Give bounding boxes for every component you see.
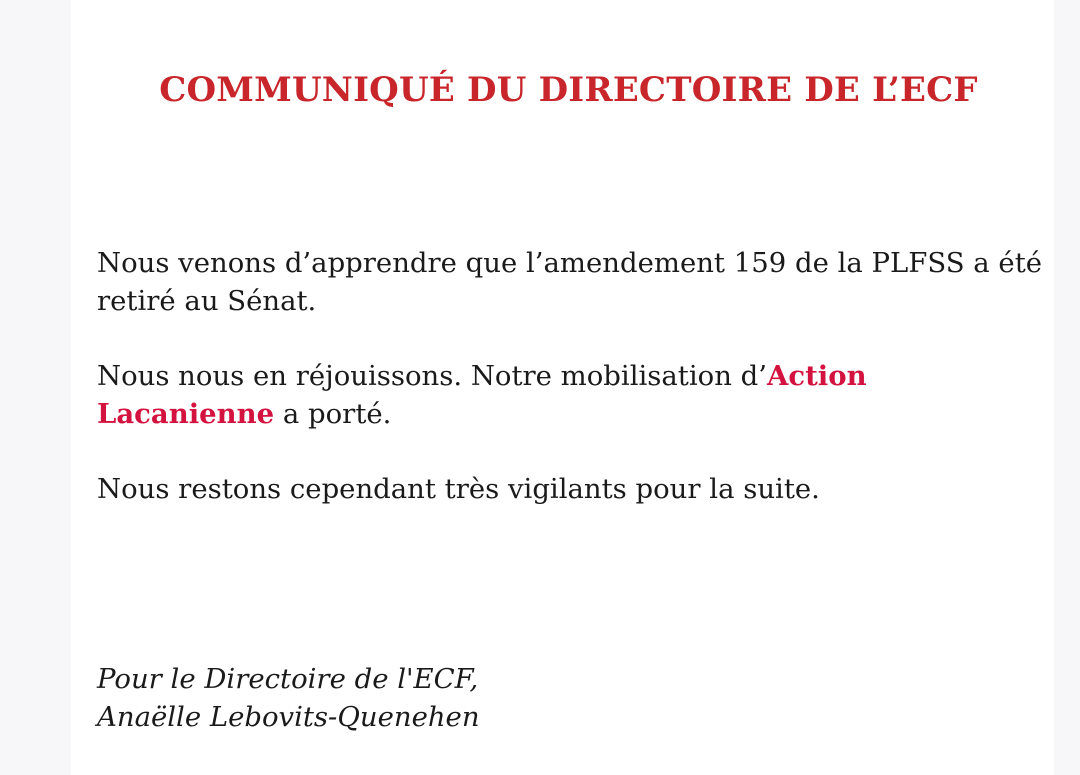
paragraph-amendment: Nous venons d’apprendre que l’amendement 159 de la PLFSS a été retiré au Sénat. [97, 247, 1043, 317]
paragraph-mobilisation [97, 357, 1047, 433]
paragraph-text-after: a porté. [274, 398, 392, 430]
signature [97, 660, 997, 736]
signature-line-2: Anaëlle Lebovits-Quenehen [97, 701, 480, 733]
paragraph-vigilance: Nous restons cependant très vigilants pour la suite. [97, 473, 820, 505]
paragraph-text-before: Nous nous en réjouissons. Notre mobilisation d’ [97, 360, 768, 392]
document-page [71, 0, 1054, 775]
page-title: COMMUNIQUÉ DU DIRECTOIRE DE L’ECF [159, 70, 978, 110]
signature-line-1: Pour le Directoire de l'ECF, [97, 663, 479, 695]
document-body [97, 244, 1047, 545]
action-lacanienne-link[interactable]: Action Lacanienne [97, 360, 867, 430]
